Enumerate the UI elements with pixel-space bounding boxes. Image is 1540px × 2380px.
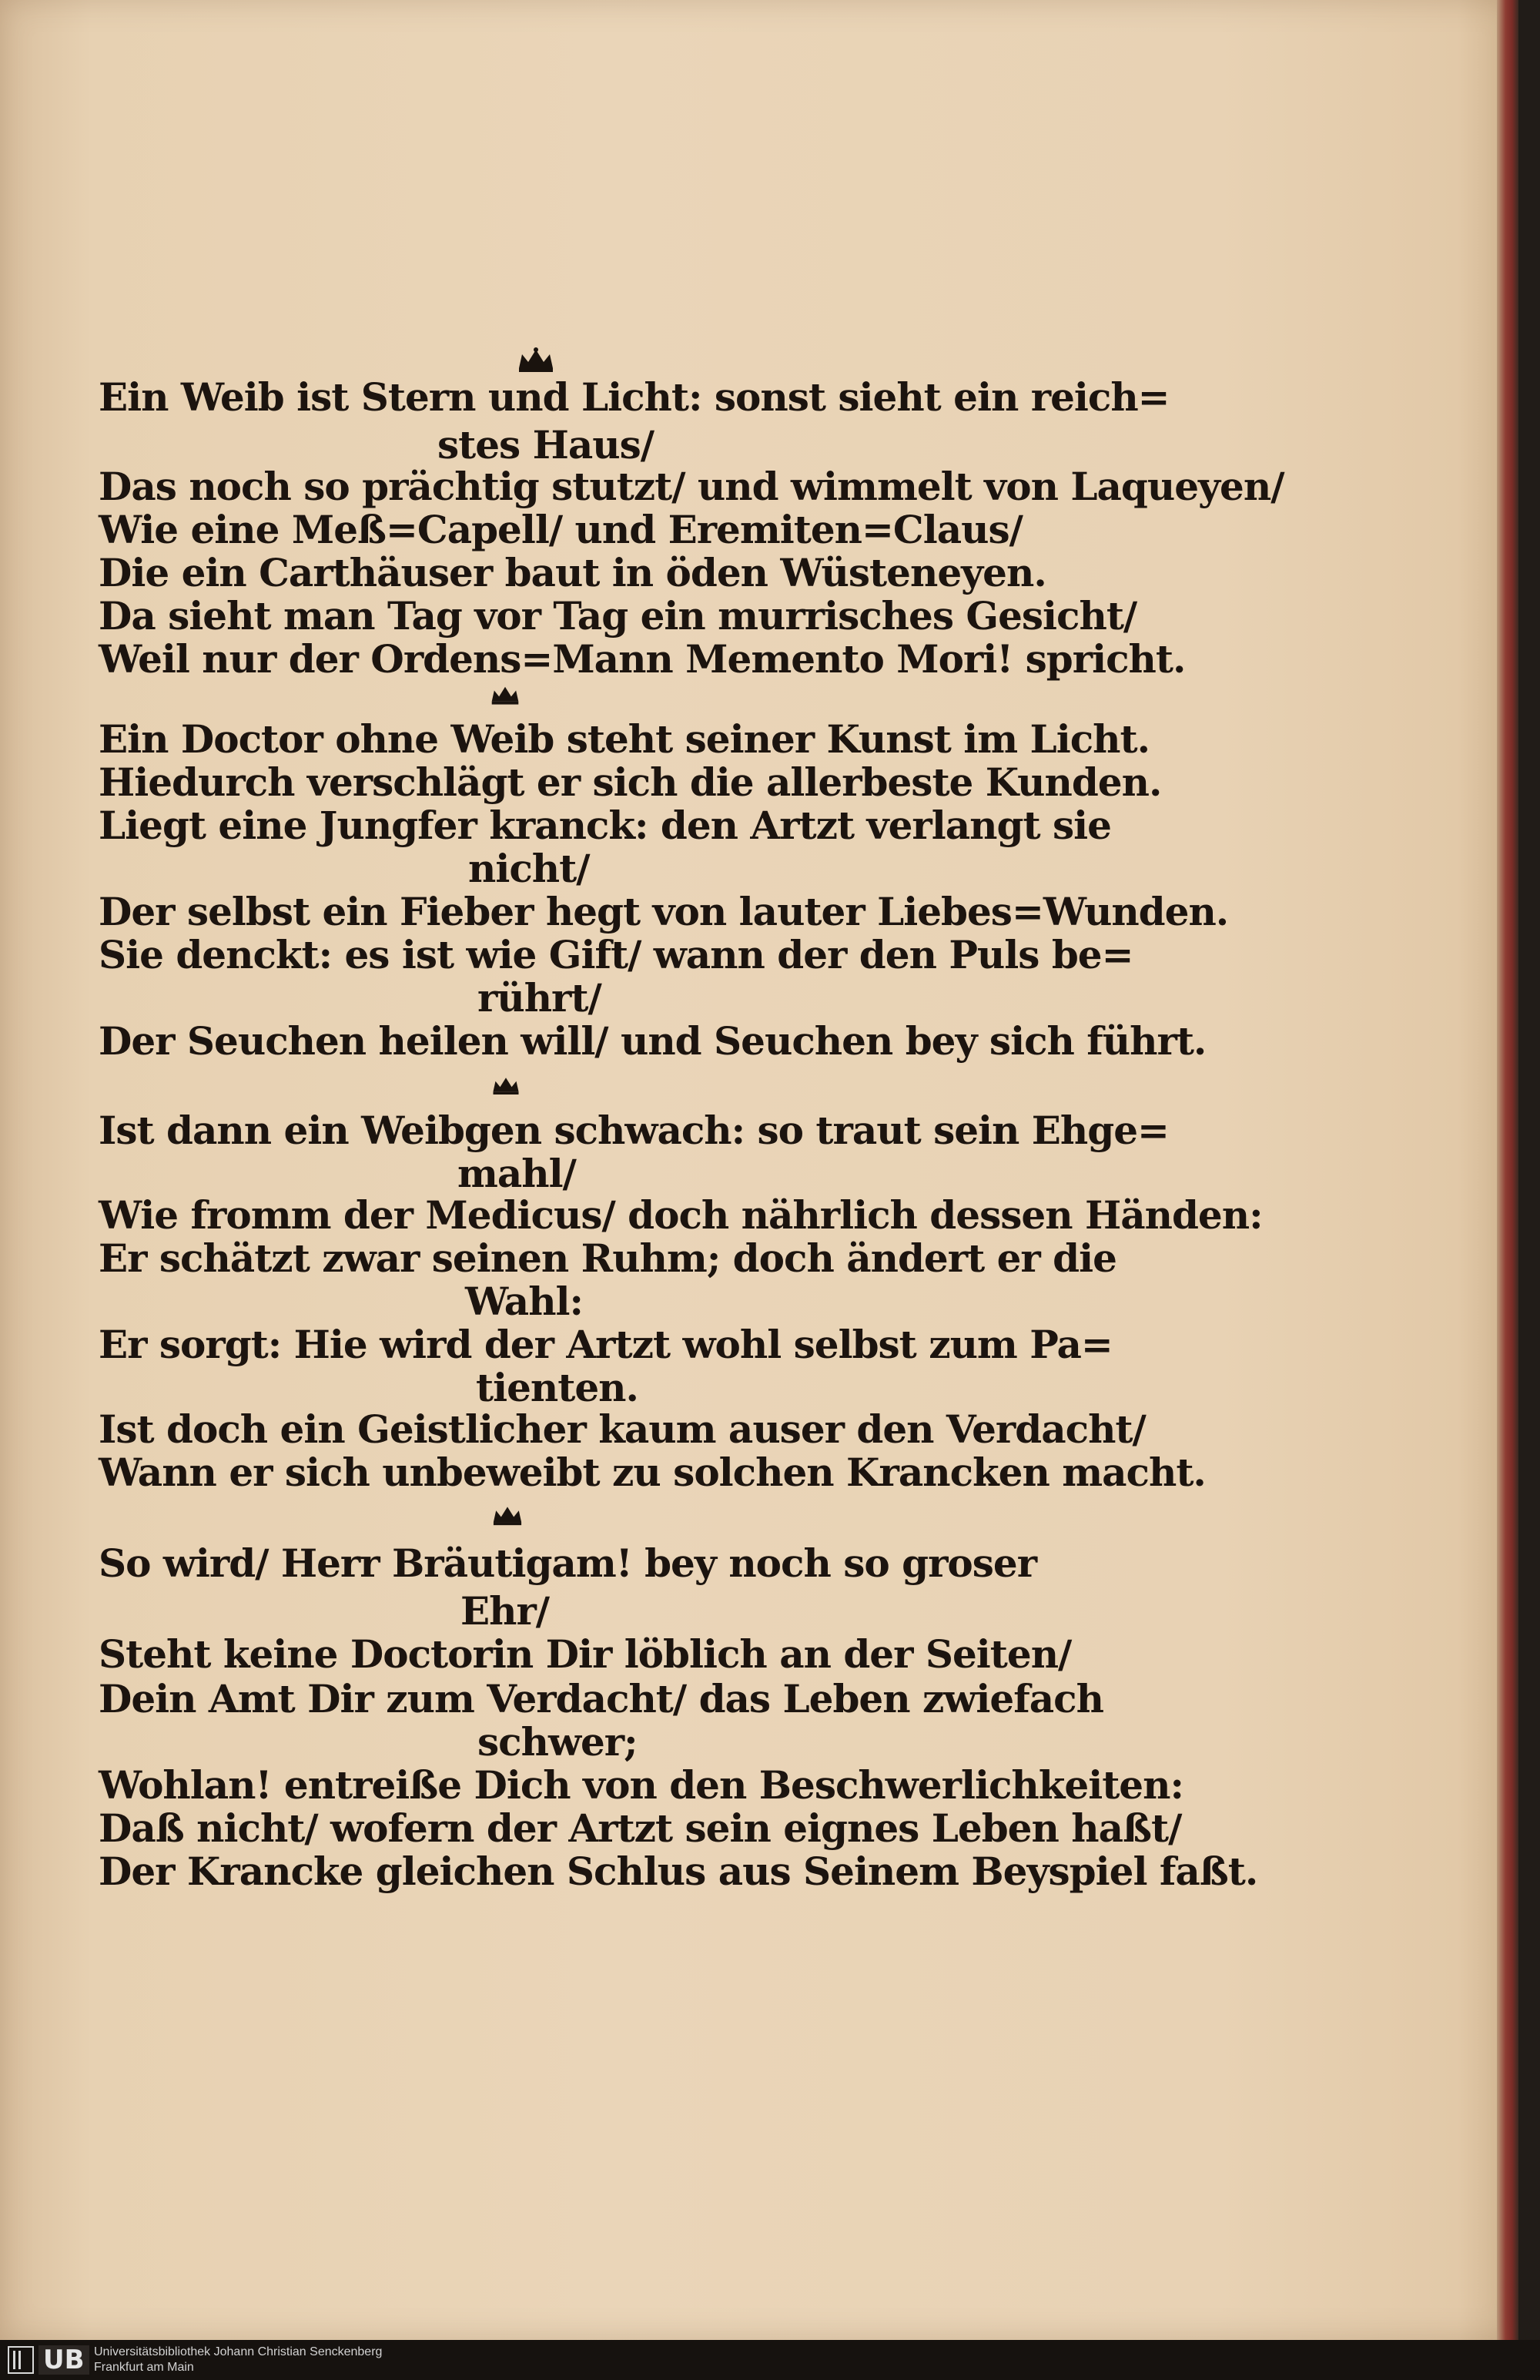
- ub-logo-text: UB: [38, 2345, 89, 2375]
- verse-line: Wie eine Meß=Capell/ und Eremiten=Claus/: [99, 507, 1023, 552]
- verse-line: Der selbst ein Fieber hegt von lauter Liebes=Wunden.: [99, 889, 1229, 934]
- page-edge: [1497, 0, 1518, 2340]
- crown-ornament-icon: [514, 347, 557, 373]
- verse-line: stes Haus/: [437, 422, 654, 468]
- verse-line: Da sieht man Tag vor Tag ein murrisches Gesicht/: [99, 593, 1137, 639]
- verse-line: mahl/: [457, 1151, 576, 1196]
- verse-line: Dein Amt Dir zum Verdacht/ das Leben zwiefach: [99, 1676, 1103, 1721]
- verse-line: Steht keine Doctorin Dir löblich an der Seiten/: [99, 1631, 1072, 1677]
- library-footer: [0, 2340, 1540, 2380]
- verse-line: Ein Weib ist Stern und Licht: sonst sieht ein reich=: [99, 374, 1170, 420]
- library-credit: [94, 2345, 382, 2375]
- verse-line: Ein Doctor ohne Weib steht seiner Kunst im Licht.: [99, 716, 1150, 762]
- verse-line: rührt/: [477, 975, 601, 1021]
- verse-line: tienten.: [476, 1365, 638, 1410]
- verse-line: Weil nur der Ordens=Mann Memento Mori! spricht.: [99, 636, 1186, 682]
- verse-line: Daß nicht/ wofern der Artzt sein eignes Leben haßt/: [99, 1805, 1182, 1851]
- verse-line: Hiedurch verschlägt er sich die allerbeste Kunden.: [99, 759, 1162, 805]
- verse-line: Ist doch ein Geistlicher kaum auser den Verdacht/: [99, 1406, 1146, 1452]
- verse-line: Er sorgt: Hie wird der Artzt wohl selbst zum Pa=: [99, 1322, 1113, 1367]
- verse-line: Wann er sich unbeweibt zu solchen Krancken macht.: [99, 1450, 1206, 1495]
- ub-mark-icon: [8, 2346, 34, 2374]
- crown-ornament-icon: [490, 1503, 525, 1527]
- verse-line: Die ein Carthäuser baut in öden Wüsteneyen.: [99, 550, 1046, 595]
- library-city: Frankfurt am Main: [94, 2361, 194, 2374]
- verse-line: Ehr/: [460, 1588, 550, 1634]
- verse-line: Ist dann ein Weibgen schwach: so traut sein Ehge=: [99, 1108, 1169, 1153]
- verse-line: Das noch so prächtig stutzt/ und wimmelt von Laqueyen/: [99, 464, 1284, 509]
- verse-line: So wird/ Herr Bräutigam! bey noch so groser: [99, 1540, 1037, 1586]
- verse-line: schwer;: [477, 1719, 638, 1765]
- verse-line: Der Seuchen heilen will/ und Seuchen bey sich führt.: [99, 1018, 1207, 1064]
- verse-line: Wahl:: [465, 1279, 584, 1324]
- verse-line: Der Krancke gleichen Schlus aus Seinem Beyspiel faßt.: [99, 1849, 1258, 1894]
- verse-line: nicht/: [468, 846, 590, 891]
- verse-line: Wohlan! entreiße Dich von den Beschwerlichkeiten:: [99, 1762, 1183, 1808]
- library-name: Universitätsbibliothek Johann Christian Senckenberg: [94, 2345, 383, 2358]
- ub-library-logo: [8, 2345, 89, 2375]
- crown-ornament-icon: [490, 1075, 522, 1095]
- crown-ornament-icon: [488, 684, 522, 706]
- verse-line: Sie denckt: es ist wie Gift/ wann der den Puls be=: [99, 932, 1133, 977]
- verse-line: Wie fromm der Medicus/ doch nährlich dessen Händen:: [99, 1192, 1263, 1238]
- verse-line: Liegt eine Jungfer kranck: den Artzt verlangt sie: [99, 803, 1111, 848]
- verse-line: Er schätzt zwar seinen Ruhm; doch ändert er die: [99, 1235, 1116, 1281]
